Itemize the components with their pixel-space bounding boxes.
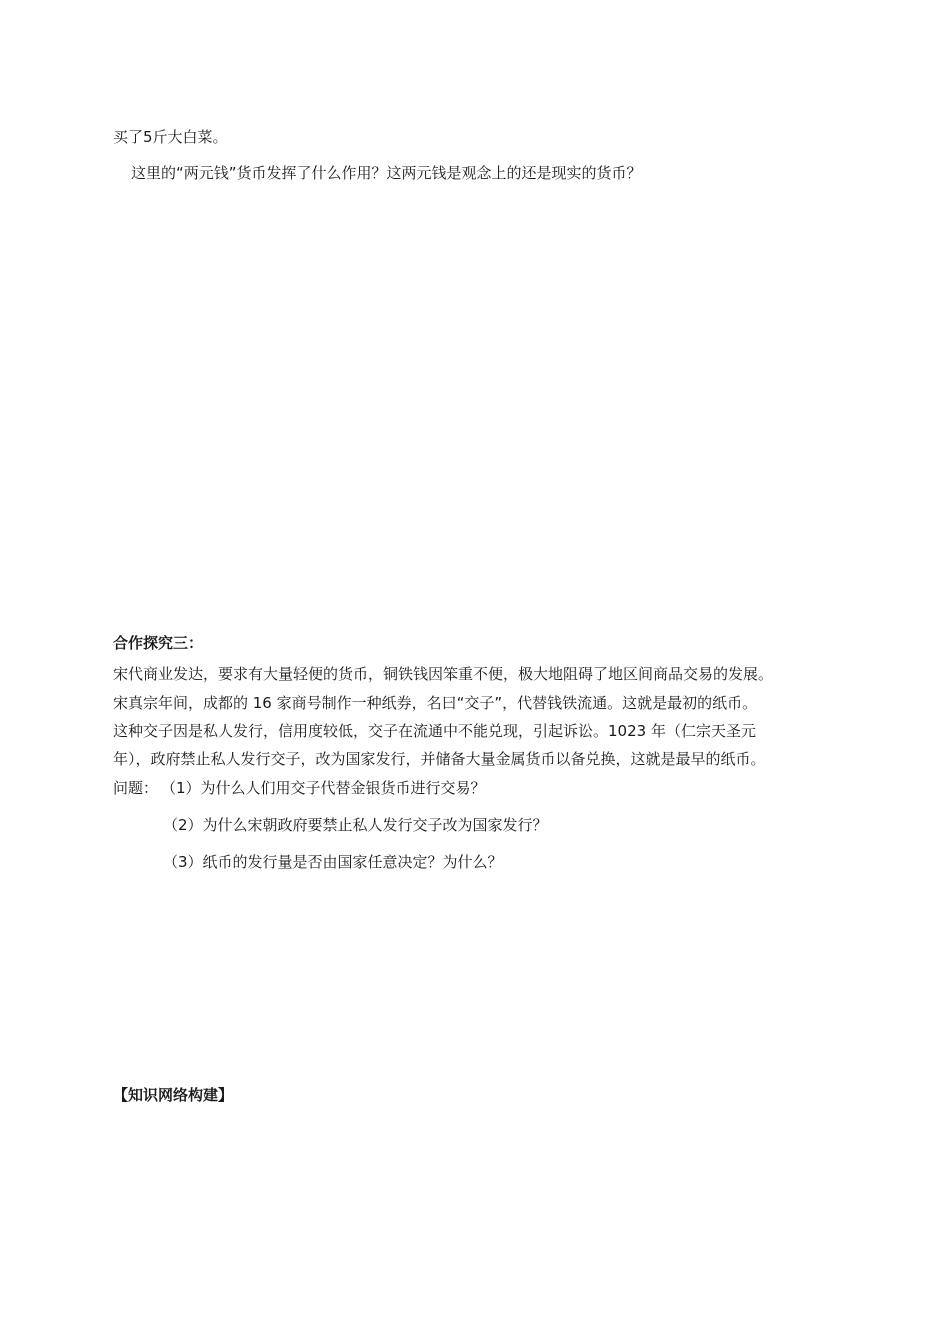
text-line-cabbage: 买了5斤大白菜。 bbox=[113, 128, 228, 146]
question-two-yuan: 这里的“两元钱”货币发挥了什么作用？这两元钱是观念上的还是现实的货币？ bbox=[131, 164, 642, 182]
question-1: （1）为什么人们用交子代替金银货币进行交易？ bbox=[161, 779, 486, 797]
section-heading-knowledge-network: 【知识网络构建】 bbox=[113, 1086, 234, 1104]
questions-label: 问题： bbox=[113, 779, 159, 797]
paragraph-line-2: 宋真宗年间，成都的 16 家商号制作一种纸券，名曰“交子”，代替钱铁流通。这就是最初的纸币。 bbox=[113, 694, 758, 712]
question-2: （2）为什么宋朝政府要禁止私人发行交子改为国家发行？ bbox=[163, 816, 548, 834]
paragraph-line-1: 宋代商业发达，要求有大量轻便的货币，铜铁钱因笨重不便，极大地阻碍了地区间商品交易的发展。 bbox=[113, 665, 774, 683]
paragraph-line-3: 这种交子因是私人发行，信用度较低，交子在流通中不能兑现，引起诉讼。1023 年（仁宗天圣元 bbox=[113, 722, 756, 740]
section-heading-cooperative-inquiry-3: 合作探究三： bbox=[113, 634, 204, 652]
paragraph-line-4: 年），政府禁止私人发行交子，改为国家发行，并储备大量金属货币以备兑换，这就是最早的纸币。 bbox=[113, 750, 766, 768]
question-3: （3）纸币的发行量是否由国家任意决定？为什么？ bbox=[163, 853, 503, 871]
